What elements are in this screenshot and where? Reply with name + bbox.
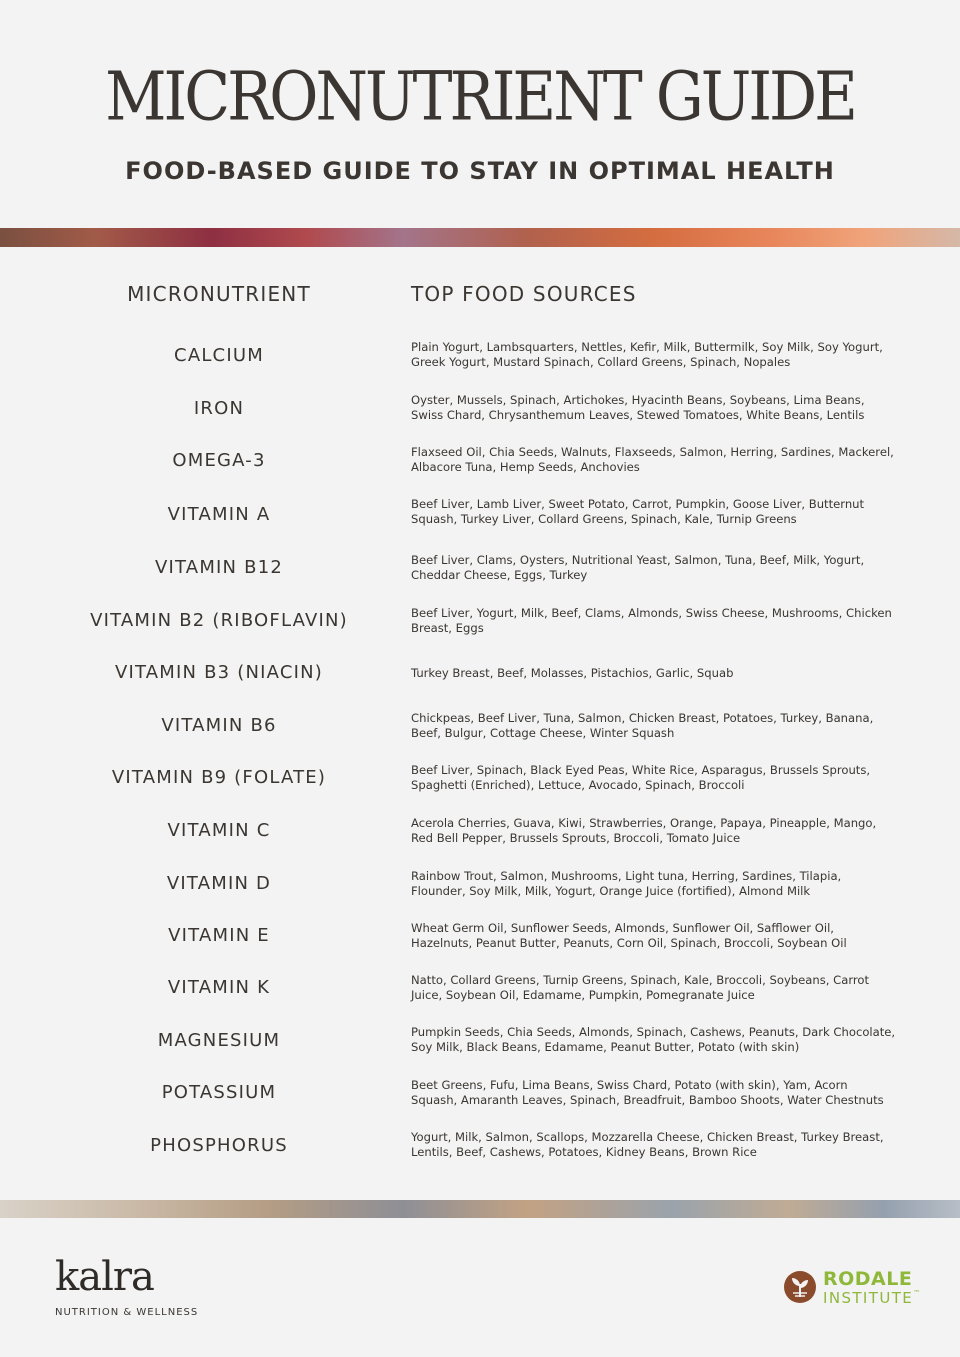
food-sources: Flaxseed Oil, Chia Seeds, Walnuts, Flaxseeds, Salmon, Herring, Sardines, Mackerel, Albacore Tuna, Hemp Seeds, Anchovies: [411, 445, 894, 474]
food-sources: Natto, Collard Greens, Turnip Greens, Spinach, Kale, Broccoli, Soybeans, Carrot Juice, Soybean Oil, Edamame, Pumpkin, Pomegranate Juice: [411, 973, 870, 1002]
food-sources: Oyster, Mussels, Spinach, Artichokes, Hyacinth Beans, Soybeans, Lima Beans, Swiss Chard, Chrysanthemum Leaves, Stewed Tomatoes, White Beans, Lentils: [411, 393, 865, 422]
kalra-wordmark: kalra: [55, 1254, 154, 1300]
page-subtitle: FOOD-BASED GUIDE TO STAY IN OPTIMAL HEALTH: [125, 157, 835, 185]
food-sources: Plain Yogurt, Lambsquarters, Nettles, Kefir, Milk, Buttermilk, Soy Milk, Soy Yogurt, Greek Yogurt, Mustard Spinach, Collard Greens, Spinach, Nopales: [411, 340, 883, 369]
kalra-tagline: NUTRITION & WELLNESS: [55, 1307, 199, 1318]
food-sources: Beef Liver, Lamb Liver, Sweet Potato, Carrot, Pumpkin, Goose Liver, Butternut Squash, Turkey Liver, Collard Greens, Spinach, Kale, Turnip Greens: [411, 497, 865, 526]
sprout-icon: [783, 1270, 817, 1304]
nutrient-name: IRON: [193, 398, 245, 419]
nutrient-name: VITAMIN B3 (NIACIN): [114, 662, 324, 683]
nutrient-name: VITAMIN K: [167, 977, 271, 998]
nutrient-name: VITAMIN A: [167, 504, 271, 525]
food-sources: Acerola Cherries, Guava, Kiwi, Strawberries, Orange, Papaya, Pineapple, Mango, Red Bell Pepper, Brussels Sprouts, Broccoli, Tomato Juice: [411, 816, 877, 845]
nutrient-name: VITAMIN B12: [154, 557, 283, 578]
page-title: MICRONUTRIENT GUIDE: [105, 57, 855, 137]
food-sources: Turkey Breast, Beef, Molasses, Pistachios, Garlic, Squab: [411, 666, 734, 680]
kalra-logo: [55, 1255, 198, 1318]
nutrient-name: VITAMIN D: [166, 873, 272, 894]
food-sources: Rainbow Trout, Salmon, Mushrooms, Light tuna, Herring, Sardines, Tilapia, Flounder, Soy Milk, Milk, Yogurt, Orange Juice (fortified), Almond Milk: [411, 869, 842, 898]
food-sources: Wheat Germ Oil, Sunflower Seeds, Almonds, Sunflower Oil, Safflower Oil, Hazelnuts, Peanut Butter, Peanuts, Corn Oil, Spinach, Broccoli, Soybean Oil: [411, 921, 847, 950]
food-sources: Beef Liver, Clams, Oysters, Nutritional Yeast, Salmon, Tuna, Beef, Milk, Yogurt, Cheddar Cheese, Eggs, Turkey: [411, 553, 865, 582]
nutrient-name: MAGNESIUM: [157, 1030, 281, 1051]
nutrient-name: PHOSPHORUS: [150, 1135, 288, 1156]
nutrient-name: CALCIUM: [174, 345, 264, 366]
nutrient-name: VITAMIN B9 (FOLATE): [111, 767, 327, 788]
food-sources: Chickpeas, Beef Liver, Tuna, Salmon, Chicken Breast, Potatoes, Turkey, Banana, Beef, Bulgur, Cottage Cheese, Winter Squash: [411, 711, 874, 740]
food-sources: Beet Greens, Fufu, Lima Beans, Swiss Chard, Potato (with skin), Yam, Acorn Squash, Amaranth Leaves, Spinach, Breadfruit, Bamboo Shoots, Water Chestnuts: [411, 1078, 884, 1107]
rodale-institute-text: [823, 1289, 922, 1307]
trademark-mark: ™: [913, 1289, 922, 1297]
top-gradient-band: [0, 228, 960, 247]
food-sources: Beef Liver, Yogurt, Milk, Beef, Clams, Almonds, Swiss Cheese, Mushrooms, Chicken Breast, Eggs: [411, 606, 892, 635]
nutrient-name: VITAMIN E: [168, 925, 270, 946]
column-header-micronutrient: MICRONUTRIENT: [127, 282, 311, 306]
food-sources: Yogurt, Milk, Salmon, Scallops, Mozzarella Cheese, Chicken Breast, Turkey Breast, Lentils, Beef, Cashews, Potatoes, Kidney Beans, Brown Rice: [411, 1130, 884, 1159]
food-sources: Beef Liver, Spinach, Black Eyed Peas, White Rice, Asparagus, Brussels Sprouts, Spaghetti (Enriched), Lettuce, Avocado, Spinach, Broccoli: [411, 763, 871, 792]
bottom-gradient-band: [0, 1200, 960, 1218]
nutrient-name: OMEGA-3: [172, 450, 266, 471]
column-header-food-sources: TOP FOOD SOURCES: [411, 282, 637, 306]
nutrient-name: VITAMIN B6: [161, 715, 277, 736]
rodale-sub-text: INSTITUTE: [823, 1289, 914, 1307]
food-sources: Pumpkin Seeds, Chia Seeds, Almonds, Spinach, Cashews, Peanuts, Dark Chocolate, Soy Milk, Black Beans, Edamame, Peanut Butter, Potato (with skin): [411, 1025, 896, 1054]
rodale-wordmark: RODALE: [823, 1268, 913, 1290]
nutrient-name: VITAMIN C: [167, 820, 271, 841]
nutrient-name: POTASSIUM: [161, 1082, 277, 1103]
nutrient-name: VITAMIN B2 (RIBOFLAVIN): [90, 610, 348, 631]
